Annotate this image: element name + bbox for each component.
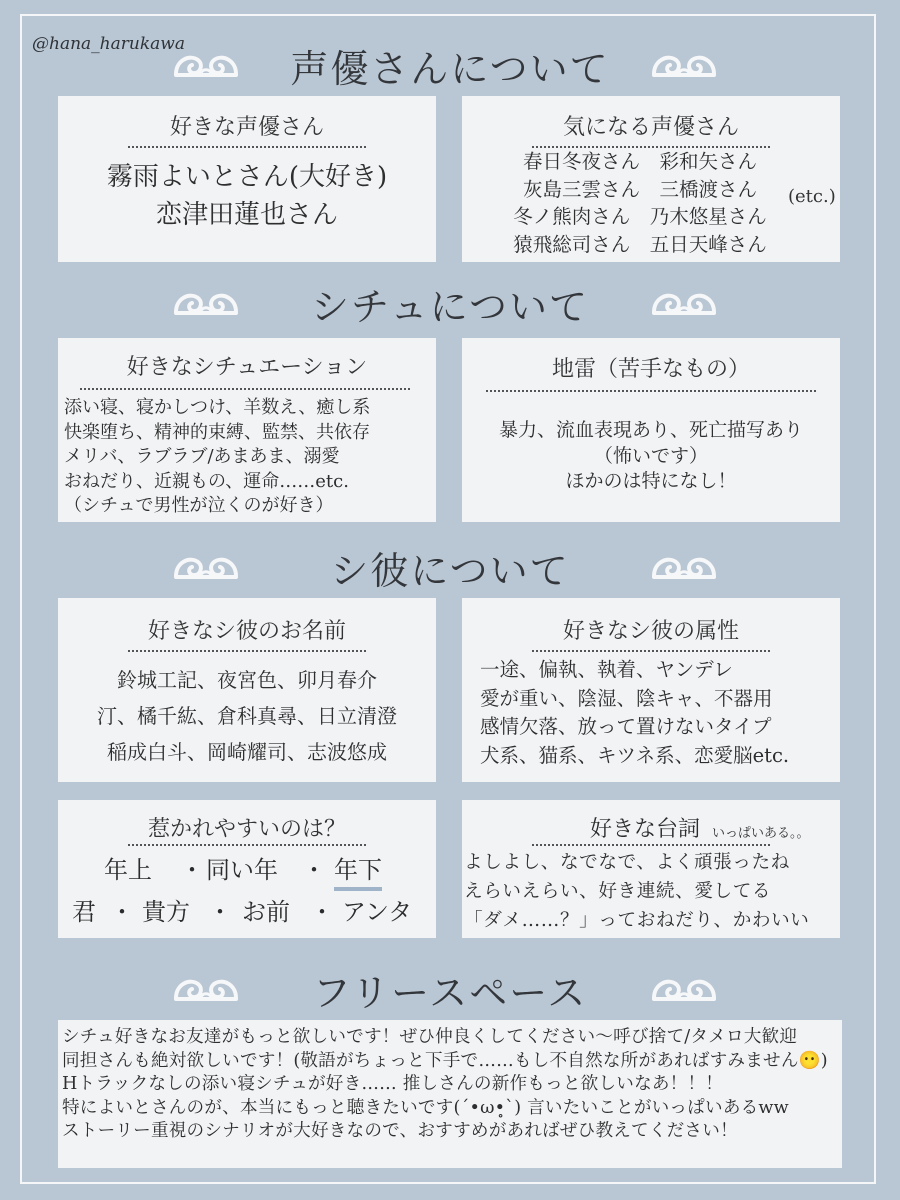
pronoun-kimi: 君 [72,898,96,926]
serif-line: 「ダメ……？」っておねだり、かわいい [464,910,810,931]
box-title: 好きなシ彼の属性 [562,619,739,644]
lines-box [462,800,840,938]
box-title: 地雷（苦手なもの） [551,357,750,382]
free-line: 同担さんも絶対欲しいです！(敬語がちょっと下手で……もし不自然な所があればすみません😶) [62,1050,828,1071]
free-space-box [58,1020,842,1168]
dotted-divider [80,388,410,390]
dotted-divider [128,146,366,148]
pronoun-anata: 貴方 [142,898,190,926]
names-box [58,598,436,782]
fav-situ-line: 添い寝、寝かしつけ、羊数え、癒し系 [64,397,371,418]
fav-situ-line: メリバ、ラブラブ/あまあま、溺愛 [64,446,340,468]
interest-va-line: 春日冬夜さん 彩和矢さん [522,150,757,173]
age-younger: 年下 [334,850,382,891]
chara-names-line: 鈴城工記、夜宮色、卯月春介 [117,668,377,692]
box-title: 好きな声優さん [169,115,324,140]
box-title: 気になる声優さん [562,115,739,140]
ornament-icon [650,286,718,320]
weak-box [58,800,436,938]
etc-label: (etc.) [788,186,836,207]
dotted-divider [486,390,816,392]
box-title: 好きな台詞 [590,817,701,842]
jirai-line: （怖いです） [593,444,708,467]
section-title-shikare: シ彼について [330,549,570,593]
box-title: 好きなシ彼のお名前 [147,619,346,644]
interest-va-box [462,96,840,262]
interest-va-line: 灰島三雲さん 三橋渡さん [522,177,757,201]
section-title-free: フリースペース [312,971,588,1015]
free-line: シチュ好きなお友達がもっと欲しいです！ぜひ仲良くしてください〜呼び捨て/タメロ大歓迎 [62,1027,798,1047]
serif-line: よしよし、なでなで、よく頑張ったね [464,852,790,873]
separator-dot: ・ [110,898,134,926]
twitter-handle: @hana_harukawa [32,34,185,54]
free-line: 特によいとさんのが、本当にもっと聴きたいです(´•ω•̥`) 言いたいことがいっぱいあるww [62,1097,789,1118]
attrs-line: 愛が重い、陰湿、陰キャ、不器用 [480,686,773,710]
dotted-divider [532,650,770,652]
jirai-line: 暴力、流血表現あり、死亡描写あり [498,419,803,441]
chara-names-line: 稲成白斗、岡崎耀司、志波悠成 [107,740,387,764]
section-title-seiyuu: 声優さんについて [290,47,610,91]
separator-dot: ・ [180,856,204,884]
separator-dot: ・ [302,856,326,884]
free-line: ストーリー重視のシナリオが大好きなので、おすすめがあればぜひ教えてください！ [62,1121,738,1142]
separator-dot: ・ [208,898,232,926]
fav-situ-line: おねだり、近親もの、運命……etc. [64,470,349,492]
separator-dot: ・ [310,898,334,926]
jirai-line: ほかのは特になし！ [565,470,737,492]
ornament-icon [650,550,718,584]
box-title: 好きなシチュエーション [126,355,368,380]
ornament-icon [650,972,718,1006]
age-same: 同い年 [206,856,278,884]
dotted-divider [128,844,366,846]
interest-va-line: 猿飛総司さん 五日天峰さん [513,232,767,256]
dotted-divider [128,650,366,652]
pronoun-anta: アンタ [342,898,413,926]
fav-situ-line: 快楽堕ち、精神的束縛、監禁、共依存 [64,421,370,443]
attrs-box [462,598,840,782]
pronoun-omae: お前 [242,898,290,926]
section-title-situ: シチュについて [310,285,590,329]
attrs-line: 感情欠落、放って置けないタイプ [480,715,772,738]
lines-note: いっぱいある。。 [712,826,810,841]
fav-situ-box [58,338,436,522]
attrs-line: 一途、偏執、執着、ヤンデレ [480,658,733,681]
age-older: 年上 [104,856,152,884]
interest-va-line: 冬ノ熊肉さん 乃木悠星さん [513,205,767,228]
jirai-box [462,338,840,522]
attrs-line: 犬系、猫系、キツネ系、恋愛脳etc. [480,743,790,767]
dotted-divider [532,844,770,846]
free-line: Hトラックなしの添い寝シチュが好き…… 推しさんの新作もっと欲しいなあ！！！ [62,1074,724,1095]
chara-names-line: 汀、橘千紘、倉科真尋、日立清澄 [97,704,397,728]
fav-va-box [58,96,436,262]
serif-line: えらいえらい、好き連続、愛してる [464,881,772,902]
fav-situ-line: （シチュで男性が泣くのが好き） [64,495,334,517]
fav-va-name: 恋津田蓮也さん [155,200,338,230]
fav-va-name: 霧雨よいとさん(大好き) [106,162,388,192]
ornament-icon [650,48,718,82]
box-title: 惹かれやすいのは？ [147,817,346,842]
